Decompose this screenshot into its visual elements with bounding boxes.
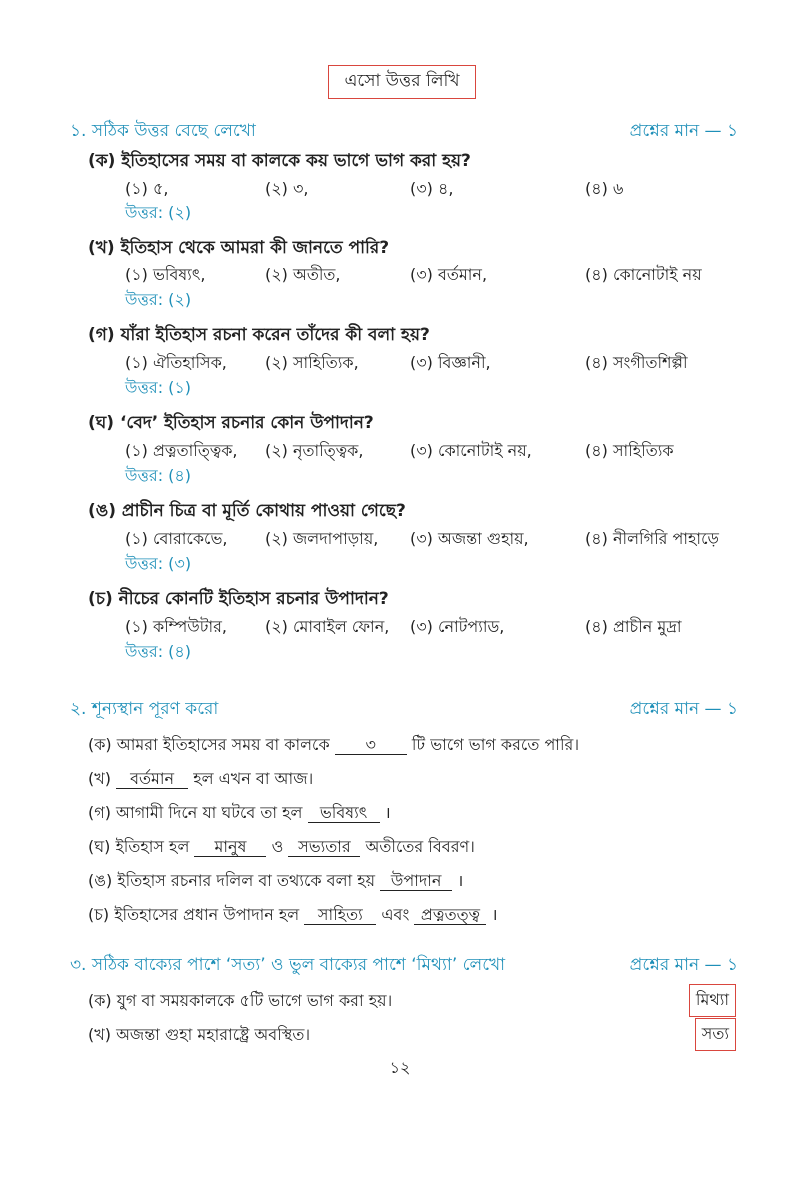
fill-answer: প্রত্নতত্ত্ব (414, 906, 486, 925)
fill-answer: সভ্যতার (288, 838, 360, 857)
section2-marks: প্রশ্নের মান — ১ (629, 699, 738, 719)
option: (১) কম্পিউটার, (125, 617, 227, 636)
option: (২) জলদাপাড়ায়, (265, 529, 379, 548)
answer-uma: উত্তর: (৩) (125, 554, 192, 573)
fill-answer: মানুষ (194, 838, 266, 857)
options-uma (125, 526, 765, 548)
page-number: ১২ (389, 1058, 411, 1077)
page-title: এসো উত্তর লিখি (328, 65, 476, 99)
question-gha: (ঘ) ‘বেদ’ ইতিহাস রচনার কোন উপাদান? (88, 413, 374, 433)
question-ga: (গ) যাঁরা ইতিহাস রচনা করেন তাঁদের কী বলা হয়? (88, 325, 430, 345)
fill-text: (ঙ) ইতিহাস রচনার দলিল বা তথ্যকে বলা হয় (88, 871, 376, 890)
option: (২) সাহিত্যিক, (265, 353, 359, 372)
fill-item-gha (88, 834, 475, 861)
option: (৩) কোনোটাই নয়, (410, 441, 532, 460)
question-cha: (চ) নীচের কোনটি ইতিহাস রচনার উপাদান? (88, 589, 389, 609)
answer-ka: উত্তর: (২) (125, 203, 192, 222)
tf-statement-kha: (খ) অজন্তা গুহা মহারাষ্ট্রে অবস্থিত। (88, 1025, 311, 1044)
fill-text: (চ) ইতিহাসের প্রধান উপাদান হল (88, 905, 300, 924)
fill-item-uma (88, 868, 463, 895)
fill-text: । (457, 871, 464, 890)
question-kha: (খ) ইতিহাস থেকে আমরা কী জানতে পারি? (88, 238, 390, 258)
option: (১) ঐতিহাসিক, (125, 353, 227, 372)
fill-item-ga (88, 800, 391, 827)
question-ka: (ক) ইতিহাসের সময় বা কালকে কয় ভাগে ভাগ করা হয়? (88, 151, 471, 171)
option: (৩) নোটপ্যাড, (410, 617, 505, 636)
fill-text: (গ) আগামী দিনে যা ঘটবে তা হল (88, 803, 303, 822)
fill-answer: বর্তমান (116, 770, 188, 789)
tf-statement-ka: (ক) যুগ বা সময়কালকে ৫টি ভাগে ভাগ করা হয়। (88, 991, 393, 1010)
tf-answer-box: মিথ্যা (689, 984, 736, 1017)
option: (৩) বিজ্ঞানী, (410, 353, 491, 372)
fill-item-kha (88, 766, 313, 793)
fill-text: অতীতের বিবরণ। (365, 837, 475, 856)
options-kha (125, 262, 765, 284)
section3-heading: ৩. সঠিক বাক্যের পাশে ‘সত্য’ ও ভুল বাক্যের পাশে ‘মিথ্যা’ লেখো (70, 955, 506, 975)
fill-text: (ঘ) ইতিহাস হল (88, 837, 190, 856)
option: (২) মোবাইল ফোন, (265, 617, 390, 636)
tf-answer-box: সত্য (695, 1018, 736, 1051)
option: (১) বোরাকেভে, (125, 529, 228, 548)
section1-marks: প্রশ্নের মান — ১ (629, 121, 738, 141)
question-uma: (ঙ) প্রাচীন চিত্র বা মূর্তি কোথায় পাওয়া গেছে? (88, 501, 406, 521)
option: (১) প্রত্নতাত্ত্বিক, (125, 441, 238, 460)
option: (৪) সাহিত্যিক (585, 441, 674, 460)
answer-gha: উত্তর: (৪) (125, 466, 192, 485)
option: (৩) অজন্তা গুহায়, (410, 529, 529, 548)
fill-answer: ভবিষ্যৎ (308, 804, 380, 823)
option: (৩) ৪, (410, 179, 454, 198)
option: (১) ভবিষ্যৎ, (125, 265, 206, 284)
option: (২) অতীত, (265, 265, 341, 284)
options-ka (125, 176, 765, 198)
fill-answer: সাহিত্য (304, 906, 376, 925)
section3-marks: প্রশ্নের মান — ১ (629, 955, 738, 975)
answer-kha: উত্তর: (২) (125, 290, 192, 309)
option: (২) ৩, (265, 179, 309, 198)
option: (৪) ৬ (585, 179, 624, 198)
answer-ga: উত্তর: (১) (125, 378, 192, 397)
fill-text: টি ভাগে ভাগ করতে পারি। (411, 735, 580, 754)
option: (৪) প্রাচীন মুদ্রা (585, 617, 682, 636)
fill-item-cha (88, 902, 498, 929)
fill-text: ও (271, 837, 284, 856)
fill-text: এবং (381, 905, 410, 924)
option: (৪) সংগীতশিল্পী (585, 353, 688, 372)
option: (১) ৫, (125, 179, 169, 198)
fill-text: । (491, 905, 498, 924)
fill-text: (ক) আমরা ইতিহাসের সময় বা কালকে (88, 735, 330, 754)
option: (২) নৃতাত্ত্বিক, (265, 441, 364, 460)
section2-heading: ২. শূন্যস্থান পূরণ করো (70, 699, 219, 719)
fill-text: । (384, 803, 391, 822)
option: (৩) বর্তমান, (410, 265, 488, 284)
options-ga (125, 350, 765, 372)
fill-answer: ৩ (335, 736, 407, 755)
option: (৪) কোনোটাই নয় (585, 265, 702, 284)
options-gha (125, 438, 765, 460)
fill-text: (খ) (88, 769, 111, 788)
option: (৪) নীলগিরি পাহাড়ে (585, 529, 719, 548)
fill-answer: উপাদান (380, 872, 452, 891)
answer-cha: উত্তর: (৪) (125, 642, 192, 661)
fill-text: হল এখন বা আজ। (193, 769, 314, 788)
fill-item-ka (88, 732, 579, 759)
options-cha (125, 614, 765, 636)
section1-heading: ১. সঠিক উত্তর বেছে লেখো (70, 121, 256, 141)
